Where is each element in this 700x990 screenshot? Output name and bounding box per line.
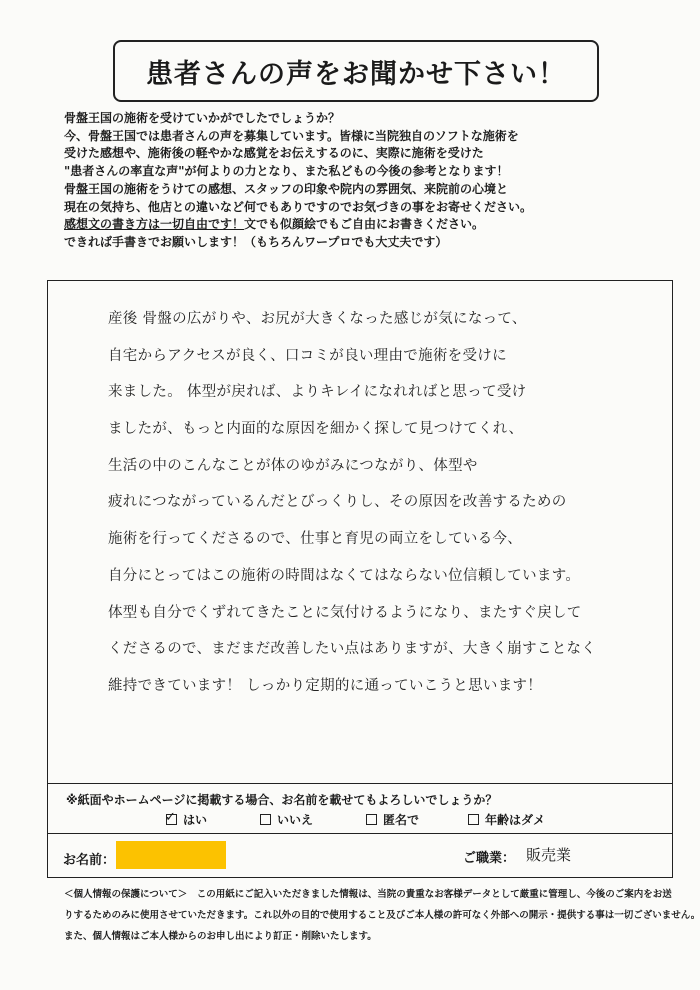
checkbox[interactable] <box>366 814 377 825</box>
intro-line: 骨盤王国の施術をうけての感想、スタッフの印象や院内の雰囲気、来院前の心境と <box>64 181 509 196</box>
consent-question: ※紙面やホームページに掲載する場合、お名前を載せてもよろしいでしょうか？ <box>66 793 498 807</box>
intro-emphasis: 感想文の書き方は一切自由です！ <box>64 217 245 232</box>
consent-option-anonymous[interactable] <box>366 811 419 828</box>
occupation-label: ご職業： <box>463 851 516 866</box>
privacy-line: ＜個人情報の保護について＞ この用紙にご記入いただきました情報は、当院の貴重なお客様データとして厳重に管理し、今後のご案内をお送 <box>64 889 672 900</box>
option-label: 年齢はダメ <box>485 813 546 827</box>
testimonial-line: ましたが、もっと内面的な原因を細かく探して見つけてくれ、 <box>108 421 524 438</box>
testimonial-card <box>47 280 673 878</box>
consent-options <box>48 811 674 831</box>
intro-line: 骨盤王国の施術を受けていかがでしたでしょうか？ <box>64 111 341 125</box>
privacy-line: りするためのみに使用させていただきます。これ以外の目的で使用すること及びご本人様の許可なく外部への開示・提供する事は一切ございません。 <box>64 910 700 921</box>
testimonial-line: 施術を行ってくださるので、仕事と育児の両立をしている今、 <box>108 531 523 548</box>
name-label: お名前： <box>63 853 116 868</box>
option-label: いいえ <box>277 813 314 827</box>
page-title: 患者さんの声をお聞かせ下さい！ <box>113 40 599 102</box>
checkbox-checked[interactable] <box>165 810 177 825</box>
divider <box>48 783 672 784</box>
testimonial-line: 維持できています！ しっかり定期的に通っていこうと思います！ <box>108 677 543 694</box>
consent-option-yes[interactable] <box>166 811 207 828</box>
testimonial-line: 体型も自分でくずれてきたことに気付けるようになり、またすぐ戻して <box>108 604 582 621</box>
option-label: 匿名で <box>383 813 420 827</box>
testimonial-line: くださるので、まだまだ改善したい点はありますが、大きく崩すことなく <box>108 641 597 658</box>
redacted-name-field <box>116 841 226 869</box>
testimonial-line: 産後 骨盤の広がりや、お尻が大きくなった感じが気になって、 <box>108 311 527 327</box>
check-mark-icon: ✓ <box>165 810 176 825</box>
testimonial-line: 生活の中のこんなことが体のゆがみにつながり、体型や <box>108 457 478 474</box>
intro-line: 現在の気持ち、他店との違いなど何でもありですのでお気づきの事をお寄せください。 <box>64 199 533 214</box>
intro-line: "患者さんの率直な声"が何よりの力となり、また私どもの今後の参考となります！ <box>64 164 509 179</box>
checkbox[interactable] <box>468 814 479 825</box>
privacy-line: また、個人情報はご本人様からのお申し出により訂正・削除いたします。 <box>64 931 377 942</box>
testimonial-line: 来ました。 体型が戻れば、よりキレイになれればと思って受け <box>108 384 527 401</box>
intro-line <box>64 216 664 234</box>
privacy-notice <box>64 884 700 947</box>
intro-line-rest: 文でも似顔絵でもご自由にお書きください。 <box>244 217 485 232</box>
intro-line: 今、骨盤王国では患者さんの声を募集しています。皆様に当院独自のソフトな施術を <box>64 128 519 143</box>
option-label: はい <box>183 813 208 827</box>
testimonial-line: 疲れにつながっているんだとびっくりし、その原因を改善するための <box>108 494 567 511</box>
testimonial-line: 自宅からアクセスが良く、口コミが良い理由で施術を受けに <box>108 347 507 364</box>
divider <box>48 833 672 834</box>
occupation-value: 販売業 <box>526 846 572 864</box>
intro-line: 受けた感想や、施術後の軽やかな感覚をお伝えするのに、実際に施術を受けた <box>64 146 484 161</box>
intro-text <box>64 110 664 252</box>
consent-option-no-age[interactable] <box>468 811 545 828</box>
checkbox[interactable] <box>260 814 271 825</box>
intro-line: できれば手書きでお願いします！（もちろんワープロでも大丈夫です） <box>64 234 448 249</box>
handwritten-testimonial <box>108 301 668 705</box>
testimonial-line: 自分にとってはこの施術の時間はなくてはならない位信頼しています。 <box>108 567 581 584</box>
consent-option-no[interactable] <box>260 811 313 828</box>
